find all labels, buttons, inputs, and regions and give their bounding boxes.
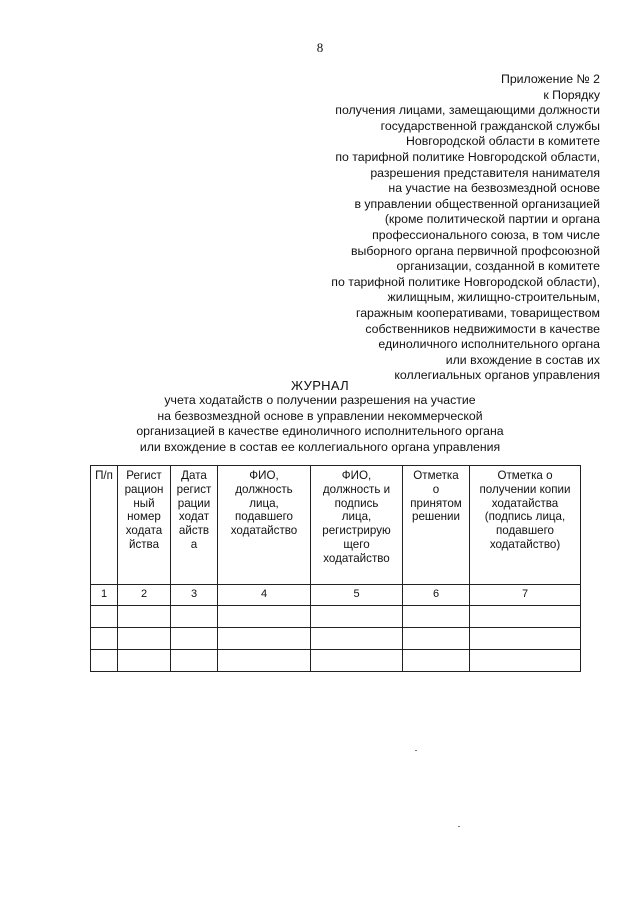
journal-subtitle-line: организацией в качестве единоличного исполнительного органа xyxy=(136,424,504,439)
table-cell xyxy=(118,628,171,650)
table-cell xyxy=(218,628,311,650)
table-cell xyxy=(403,628,470,650)
appendix-line: жилищным, жилищно-строительным, xyxy=(387,290,600,305)
appendix-line: гаражным кооперативами, товариществом xyxy=(355,305,600,320)
table-row xyxy=(91,628,581,650)
appendix-block xyxy=(270,72,600,384)
scan-speck xyxy=(458,826,460,827)
table-row xyxy=(91,650,581,672)
scan-speck xyxy=(415,750,417,751)
appendix-line: (кроме политической партии и органа xyxy=(384,212,600,227)
header-cell-decision: Отметка о принятом решении xyxy=(403,466,470,585)
appendix-line: коллегиальных органов управления xyxy=(394,368,600,383)
table-cell xyxy=(403,650,470,672)
journal-subtitle xyxy=(0,393,640,455)
appendix-line: или вхождение в состав их xyxy=(445,352,600,367)
appendix-line: по тарифной политике Новгородской области, xyxy=(335,149,600,164)
column-number-cell: 7 xyxy=(470,585,581,606)
appendix-line: получения лицами, замещающими должности xyxy=(335,103,600,118)
journal-title: ЖУРНАЛ xyxy=(291,378,349,393)
header-cell-applicant: ФИО, должность лица, подавшего ходатайство xyxy=(218,466,311,585)
header-cell-registration-date: Дата регист рации ходат айств а xyxy=(171,466,218,585)
table-cell xyxy=(470,628,581,650)
table-cell xyxy=(171,606,218,628)
table-cell xyxy=(311,650,403,672)
journal-subtitle-line: на безвозмездной основе в управлении некоммерческой xyxy=(157,408,483,423)
table-cell xyxy=(118,650,171,672)
appendix-line: единоличного исполнительного органа xyxy=(378,337,600,352)
table-row xyxy=(91,606,581,628)
appendix-line: профессионального союза, в том числе xyxy=(372,227,600,242)
column-number-cell: 3 xyxy=(171,585,218,606)
column-number-row xyxy=(91,585,581,606)
table-cell xyxy=(91,606,118,628)
table-cell xyxy=(171,650,218,672)
appendix-line: собственников недвижимости в качестве xyxy=(365,321,600,336)
journal-subtitle-line: учета ходатайств о получении разрешения на участие xyxy=(164,393,476,407)
column-number-cell: 1 xyxy=(91,585,118,606)
header-cell-registrar: ФИО, должность и подпись лица, регистрирую щего ходатайство xyxy=(311,466,403,585)
table-header-row xyxy=(91,466,581,585)
appendix-line: организации, созданной в комитете xyxy=(396,259,600,274)
column-number-cell: 4 xyxy=(218,585,311,606)
appendix-line: Приложение № 2 xyxy=(501,72,600,86)
column-number-cell: 5 xyxy=(311,585,403,606)
table-cell xyxy=(118,606,171,628)
journal-subtitle-line: или вхождение в состав ее коллегиального органа управления xyxy=(139,439,501,454)
table-cell xyxy=(218,650,311,672)
column-number-cell: 6 xyxy=(403,585,470,606)
table-cell xyxy=(218,606,311,628)
table-cell xyxy=(91,650,118,672)
appendix-line: к Порядку xyxy=(543,87,600,102)
table-cell xyxy=(91,628,118,650)
table-cell xyxy=(311,606,403,628)
appendix-line: разрешения представителя нанимателя xyxy=(370,165,600,180)
header-cell-number: П/п xyxy=(91,466,118,585)
appendix-line: по тарифной политике Новгородской области), xyxy=(331,274,600,289)
page-number: 8 xyxy=(316,40,324,55)
table-cell xyxy=(311,628,403,650)
header-cell-registration-number: Регист рацион ный номер ходата йства xyxy=(118,466,171,585)
appendix-line: выборного органа первичной профсоюзной xyxy=(351,243,600,258)
appendix-line: Новгородской области в комитете xyxy=(406,134,600,149)
column-number-cell: 2 xyxy=(118,585,171,606)
header-cell-copy-receipt: Отметка о получении копии ходатайства (подпись лица, подавшего ходатайство) xyxy=(470,466,581,585)
appendix-line: государственной гражданской службы xyxy=(380,118,600,133)
table-cell xyxy=(470,606,581,628)
table-cell xyxy=(171,628,218,650)
table-cell xyxy=(470,650,581,672)
appendix-line: на участие на безвозмездной основе xyxy=(388,181,600,196)
table-cell xyxy=(403,606,470,628)
journal-table xyxy=(90,465,581,672)
appendix-line: в управлении общественной организацией xyxy=(354,196,600,211)
